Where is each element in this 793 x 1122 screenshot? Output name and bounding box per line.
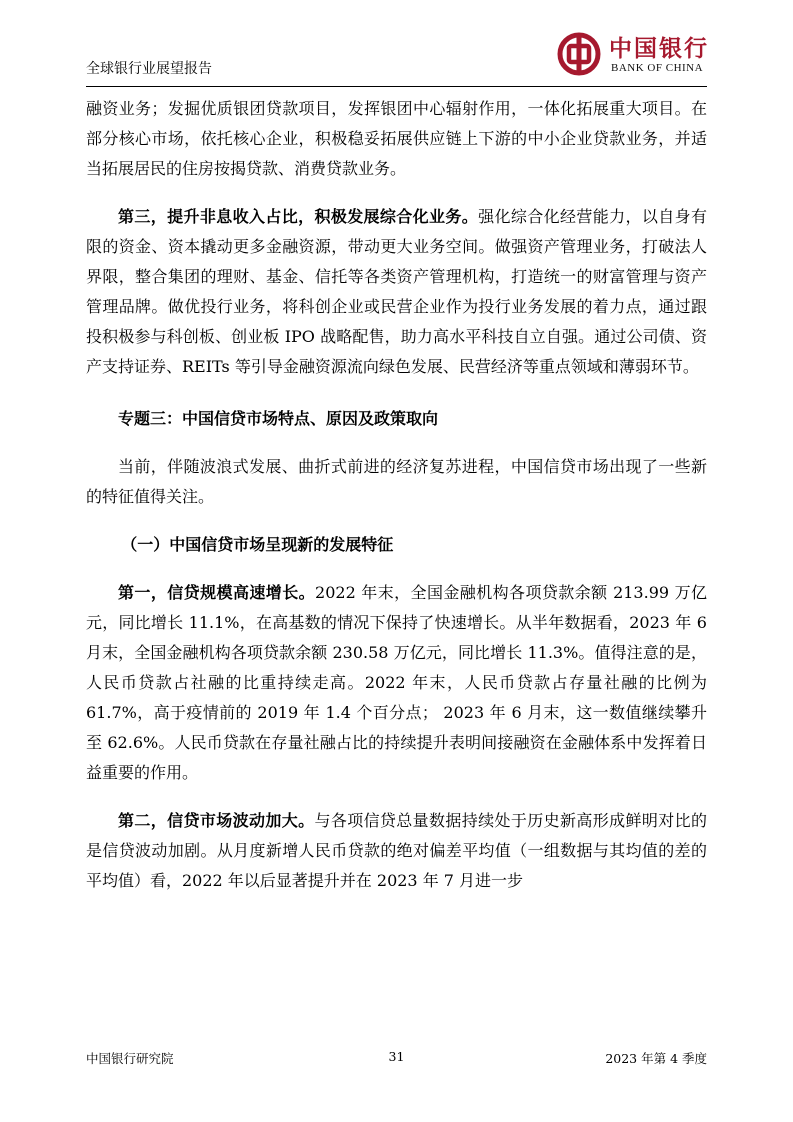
bank-of-china-emblem-icon: [557, 32, 601, 76]
report-title: 全球银行业展望报告: [86, 61, 212, 77]
logo-chinese-name: 中国银行: [609, 35, 709, 62]
paragraph-lead-bold: 第三，提升非息收入占比，积极发展综合化业务。: [118, 207, 479, 226]
header-divider: [86, 86, 707, 87]
paragraph-lead-bold: 第一，信贷规模高速增长。: [118, 583, 316, 602]
section-heading: （一）中国信贷市场呈现新的发展特征: [121, 535, 394, 554]
paragraph-lead-bold: 第二，信贷市场波动加大。: [118, 811, 315, 830]
paragraph-text: 强化综合化经营能力，以自身有限的资金、资本撬动更多金融资源，带动更大业务空间。做强资产管理业务，打破法人界限，整合集团的理财、基金、信托等各类资产管理机构，打造统一的财富管理与资产管理品牌。做优投行业务，将科创企业或民营企业作为投行业务发展的着力点，通过跟投积极参与科创板、创业板 IPO 战略配售，助力高水平科技自立自强。通过公司债、资产支持证券、REITs 等引导金融资源流向绿色发展、民营经济等重点领域和薄弱环节。: [86, 207, 707, 376]
logo-english-name: BANK OF CHINA: [611, 62, 704, 74]
paragraph-second-feature: [86, 806, 707, 896]
paragraph-first-feature: [86, 578, 707, 788]
paragraph-text: 与各项信贷总量数据持续处于历史新高形成鲜明对比的是信贷波动加剧。从月度新增人民币贷款的绝对偏差平均值（一组数据与其均值的差的平均值）看，2022 年以后显著提升并在 2023 年 7 月进一步: [86, 811, 707, 890]
topic-heading: 专题三：中国信贷市场特点、原因及政策取向: [118, 409, 439, 428]
paragraph-third-point: [86, 202, 707, 382]
bank-logo: [557, 30, 707, 80]
paragraph-continued: 融资业务；发掘优质银团贷款项目，发挥银团中心辐射作用，一体化拓展重大项目。在部分核心市场，依托核心企业，积极稳妥拓展供应链上下游的中小企业贷款业务，并适当拓展居民的住房按揭贷款、消费贷款业务。: [86, 99, 707, 178]
page-header: [86, 30, 707, 86]
page-number: 31: [388, 1049, 405, 1064]
footer-organization: 中国银行研究院: [86, 1051, 174, 1066]
paragraph-intro: 当前，伴随波浪式发展、曲折式前进的经济复苏进程，中国信贷市场出现了一些新的特征值得关注。: [86, 457, 707, 506]
footer-issue: 2023 年第 4 季度: [605, 1051, 707, 1066]
page-body: [86, 94, 707, 896]
paragraph-text: 2022 年末，全国金融机构各项贷款余额 213.99 万亿元，同比增长 11.1%，在高基数的情况下保持了快速增长。从半年数据看，2023 年 6 月末，全国金融机构各项贷款余额 230.58 万亿元，同比增长 11.3%。值得注意的是，人民币贷款占社融的比重持续走高。2022 年末，人民币贷款占存量社融的比例为 61.7%，高于疫情前的 2019 年 1.4 个百分点； 2023 年 6 月末，这一数值继续攀升至 62.6%。人民币贷款在存量社融占比的持续提升表明间接融资在金融体系中发挥着日益重要的作用。: [86, 583, 707, 782]
